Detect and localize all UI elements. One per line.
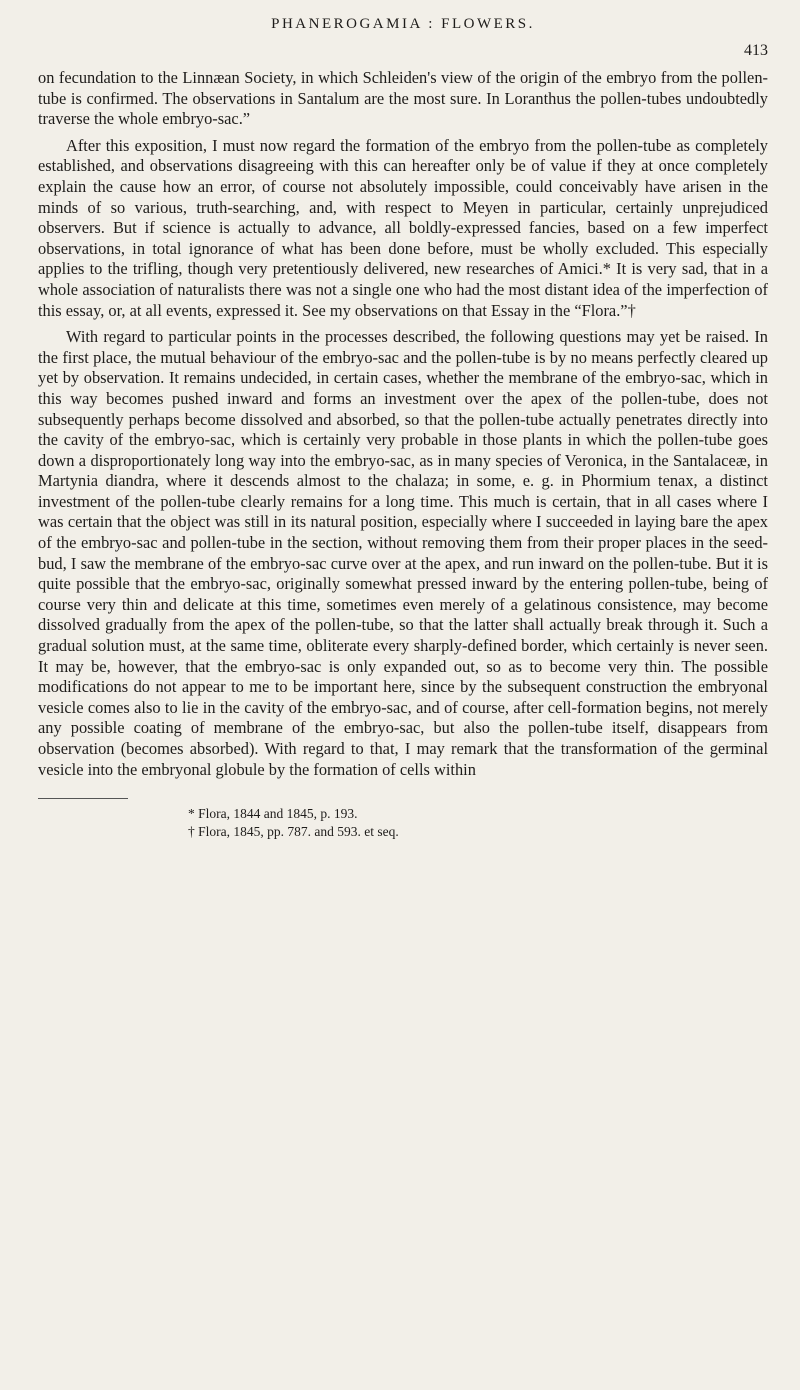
- paragraph-3: With regard to particular points in the processes described, the following questions may yet be raised. In the first place, the mutual behaviour of the embryo-sac and the pollen-tube is by no means perfectly cleared up yet by observation. It remains undecided, in certain cases, whether the membrane of the embryo-sac, which in this way becomes pushed inward and forms an investment over the apex of the pollen-tube, does not subsequently perhaps become dissolved and absorbed, so that the pollen-tube actually penetrates directly into the cavity of the embryo-sac, which is certainly very probable in those plants in which the pollen-tube goes down a disproportionately long way into the embryo-sac, as in many species of Veronica, in the Santalaceæ, in Martynia diandra, where it descends almost to the chalaza; in some, e. g. in Phormium tenax, a distinct investment of the pollen-tube clearly remains for a long time. This much is certain, that in all cases where I was certain that the object was still in its natural position, especially where I succeeded in laying bare the apex of the embryo-sac and pollen-tube in the section, without removing them from their proper places in the seed-bud, I saw the membrane of the embryo-sac curve over at the apex, and run inward on the pollen-tube. But it is quite possible that the embryo-sac, originally somewhat pressed inward by the entering pollen-tube, being of course very thin and delicate at this time, sometimes even merely of a gelatinous consistence, may become dissolved gradually from the apex of the pollen-tube, so that the latter shall actually break through it. Such a gradual solution must, at the same time, obliterate every sharply-defined border, which certainly is never seen. It may be, however, that the embryo-sac is only expanded out, so as to become very thin. The possible modifications do not appear to me to be important here, since by the subsequent construction the embryonal vesicle comes also to lie in the cavity of the embryo-sac, and of course, after cell-formation begins, not merely any possible coating of membrane of the embryo-sac, but also the pollen-tube itself, disappears from observation (becomes absorbed). With regard to that, I may remark that the transformation of the germinal vesicle into the embryonal globule by the formation of cells within: [38, 327, 768, 779]
- paragraph-1: on fecundation to the Linnæan Society, in which Schleiden's view of the origin of the embryo from the pollen-tube is confirmed. The observations in Santalum are the most sure. In Loranthus the pollen-tubes undoubtedly traverse the whole embryo-sac.”: [38, 68, 768, 129]
- page-header: [38, 12, 768, 64]
- paragraph-2: After this exposition, I must now regard the formation of the embryo from the pollen-tube as completely established, and observations disagreeing with this can hereafter only be of value if they at once completely explain the cause how an error, of course not absolutely impossible, could conceivably have arisen in the minds of so various, truth-searching, and, with respect to Meyen in particular, certainly unprejudiced observers. But if science is actually to advance, all boldly-expressed fancies, based on a few imperfect observations, in total ignorance of what has been done before, must be wholly excluded. This especially applies to the trifling, though very pretentiously delivered, new researches of Amici.* It is very sad, that in a whole association of naturalists there was not a single one who had the most distant idea of the imperfection of this essay, or, at all events, expressed it. See my observations on that Essay in the “Flora.”†: [38, 135, 768, 320]
- footnote-2: † Flora, 1845, pp. 787. and 593. et seq.: [188, 824, 399, 840]
- footnote-rule: [38, 798, 128, 799]
- running-head: PHANEROGAMIA : FLOWERS.: [271, 16, 535, 32]
- footnotes: [38, 805, 768, 841]
- footnote-1: * Flora, 1844 and 1845, p. 193.: [188, 806, 358, 822]
- book-page: [38, 12, 768, 1378]
- page-number: 413: [744, 42, 768, 59]
- body-text: [38, 68, 768, 780]
